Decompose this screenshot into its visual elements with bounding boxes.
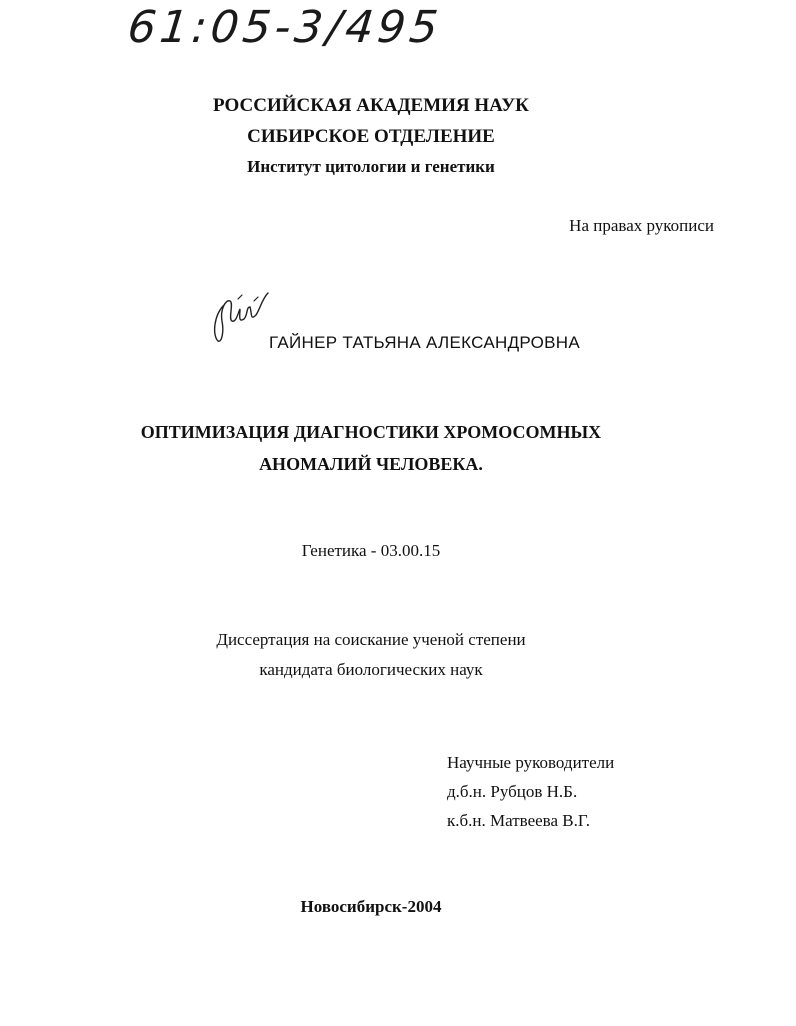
degree-line-1: Диссертация на соискание ученой степени [216,630,526,649]
author-signature [210,285,274,345]
academy-heading: РОССИЙСКАЯ АКАДЕМИЯ НАУК [213,95,529,116]
degree-line-2: кандидата биологических наук [259,660,483,679]
city-year: Новосибирск-2004 [300,897,442,916]
handwritten-archive-code: 61:05-3/495 [125,2,445,53]
supervisors-block [447,748,614,835]
institute-heading: Институт цитологии и генетики [247,157,495,176]
dissertation-title-line-2: АНОМАЛИЙ ЧЕЛОВЕКА. [259,454,483,474]
branch-heading: СИБИРСКОЕ ОТДЕЛЕНИЕ [247,126,495,147]
dissertation-title-line-1: ОПТИМИЗАЦИЯ ДИАГНОСТИКИ ХРОМОСОМНЫХ [140,422,602,442]
supervisor-name: д.б.н. Рубцов Н.Б. [447,782,578,801]
manuscript-note: На правах рукописи [569,216,714,235]
specialty-code: Генетика - 03.00.15 [301,541,441,560]
supervisors-heading: Научные руководители [447,753,615,772]
author-name: ГАЙНЕР ТАТЬЯНА АЛЕКСАНДРОВНА [269,333,581,352]
supervisor-name: к.б.н. Матвеева В.Г. [447,811,591,830]
